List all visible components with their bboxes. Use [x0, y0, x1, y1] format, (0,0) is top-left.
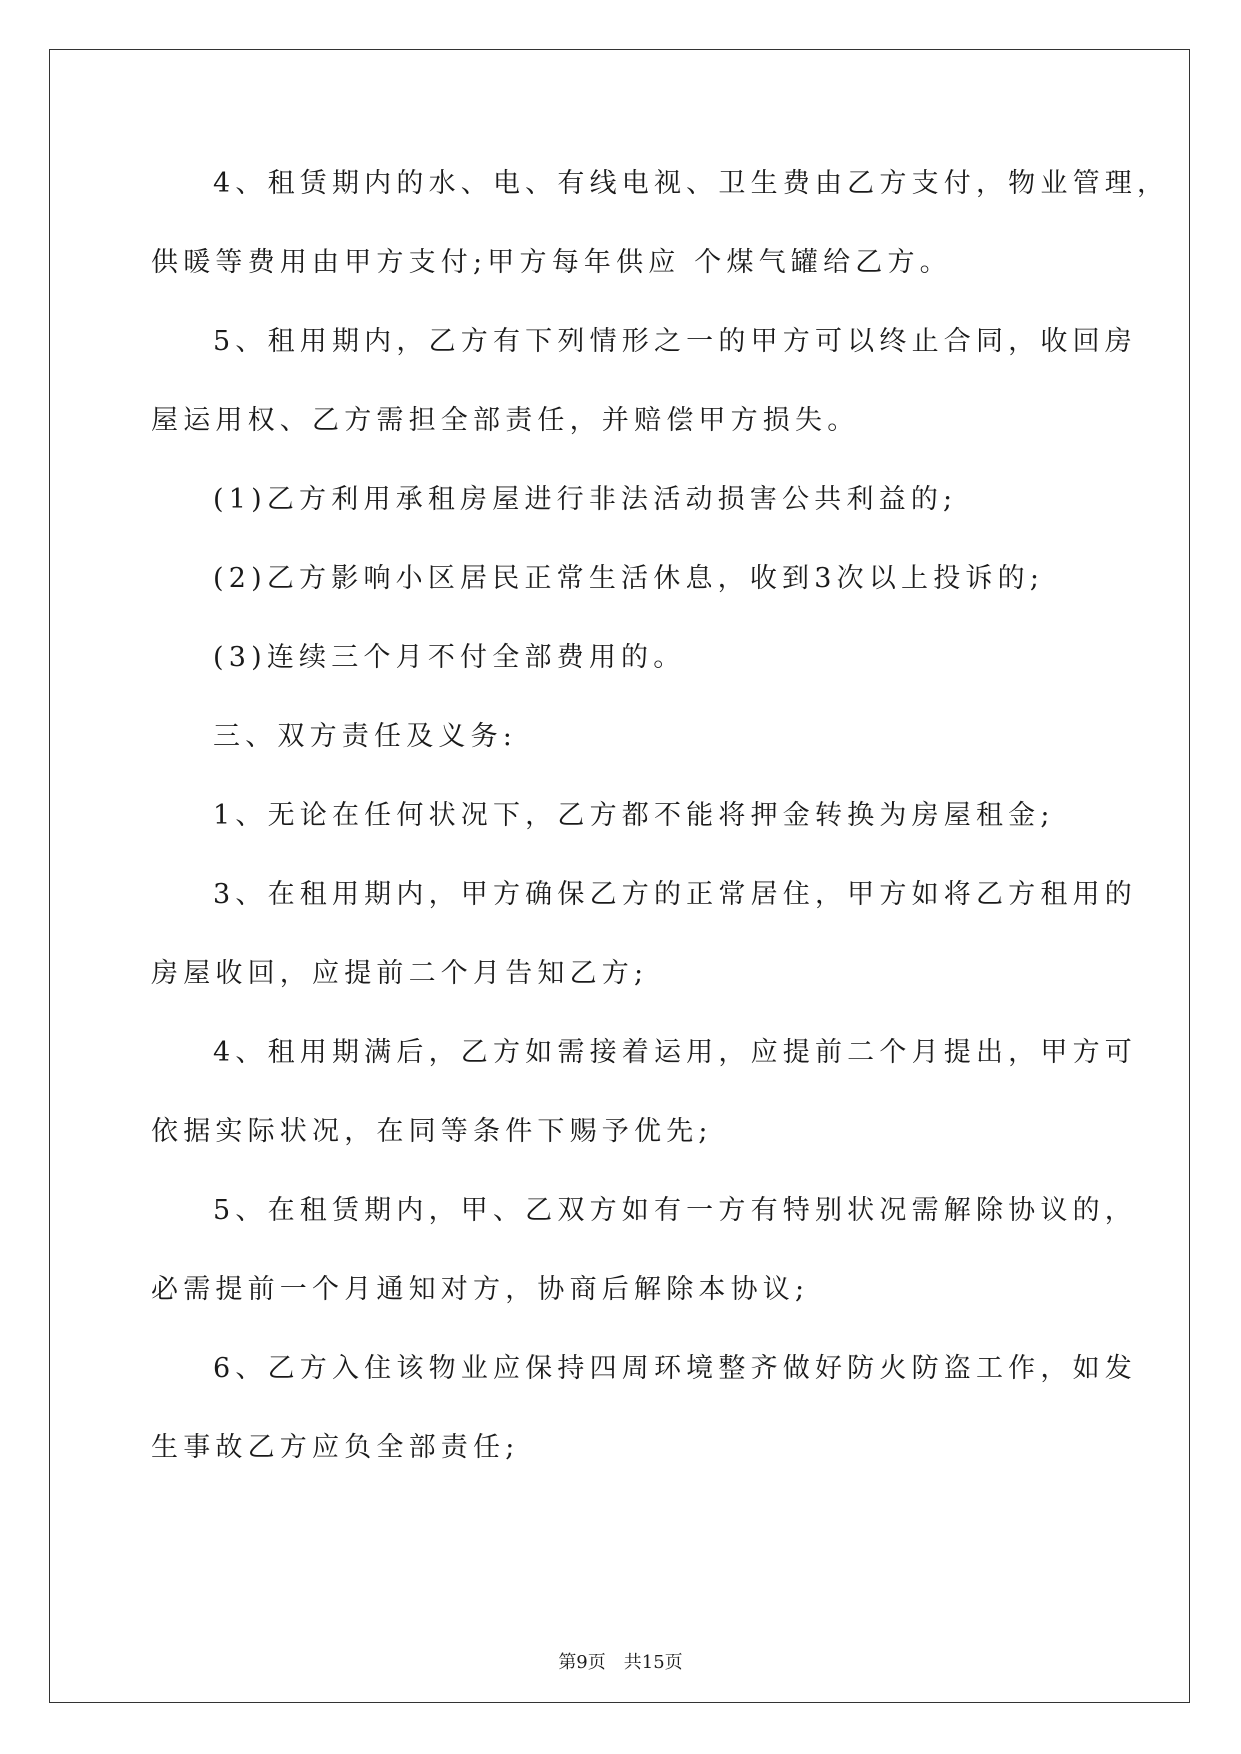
paragraph-line: (2)乙方影响小区居民正常生活休息，收到3次以上投诉的; [213, 563, 1045, 594]
paragraph-line: 3、在租用期内，甲方确保乙方的正常居住，甲方如将乙方租用的 [213, 879, 1137, 910]
paragraph-line: 4、租赁期内的水、电、有线电视、卫生费由乙方支付，物业管理， [213, 168, 1170, 199]
paragraph-line: 依据实际状况，在同等条件下赐予优先; [151, 1116, 713, 1147]
paragraph-line: 生事故乙方应负全部责任; [151, 1432, 520, 1463]
paragraph-line: 必需提前一个月通知对方，协商后解除本协议; [151, 1274, 810, 1305]
section-heading: 三、双方责任及义务: [213, 721, 518, 752]
paragraph-line: (1)乙方利用承租房屋进行非法活动损害公共利益的; [213, 484, 958, 515]
page-footer [0, 1648, 1241, 1674]
paragraph-line: 供暖等费用由甲方支付;甲方每年供应 个煤气罐给乙方。 [151, 247, 952, 278]
page-total: 共15页 [623, 1652, 683, 1673]
paragraph-line: 4、租用期满后，乙方如需接着运用，应提前二个月提出，甲方可 [213, 1037, 1137, 1068]
paragraph-line: 房屋收回，应提前二个月告知乙方; [151, 958, 649, 989]
paragraph-line: 6、乙方入住该物业应保持四周环境整齐做好防火防盗工作，如发 [213, 1353, 1137, 1384]
paragraph-line: 5、租用期内，乙方有下列情形之一的甲方可以终止合同，收回房 [213, 326, 1137, 357]
paragraph-line: (3)连续三个月不付全部费用的。 [213, 642, 686, 673]
paragraph-line: 屋运用权、乙方需担全部责任，并赔偿甲方损失。 [151, 405, 860, 436]
document-body [151, 162, 1170, 1505]
page-number: 第9页 [558, 1652, 606, 1673]
paragraph-line: 1、无论在任何状况下，乙方都不能将押金转换为房屋租金; [213, 800, 1055, 831]
paragraph-line: 5、在租赁期内，甲、乙双方如有一方有特别状况需解除协议的， [213, 1195, 1137, 1226]
